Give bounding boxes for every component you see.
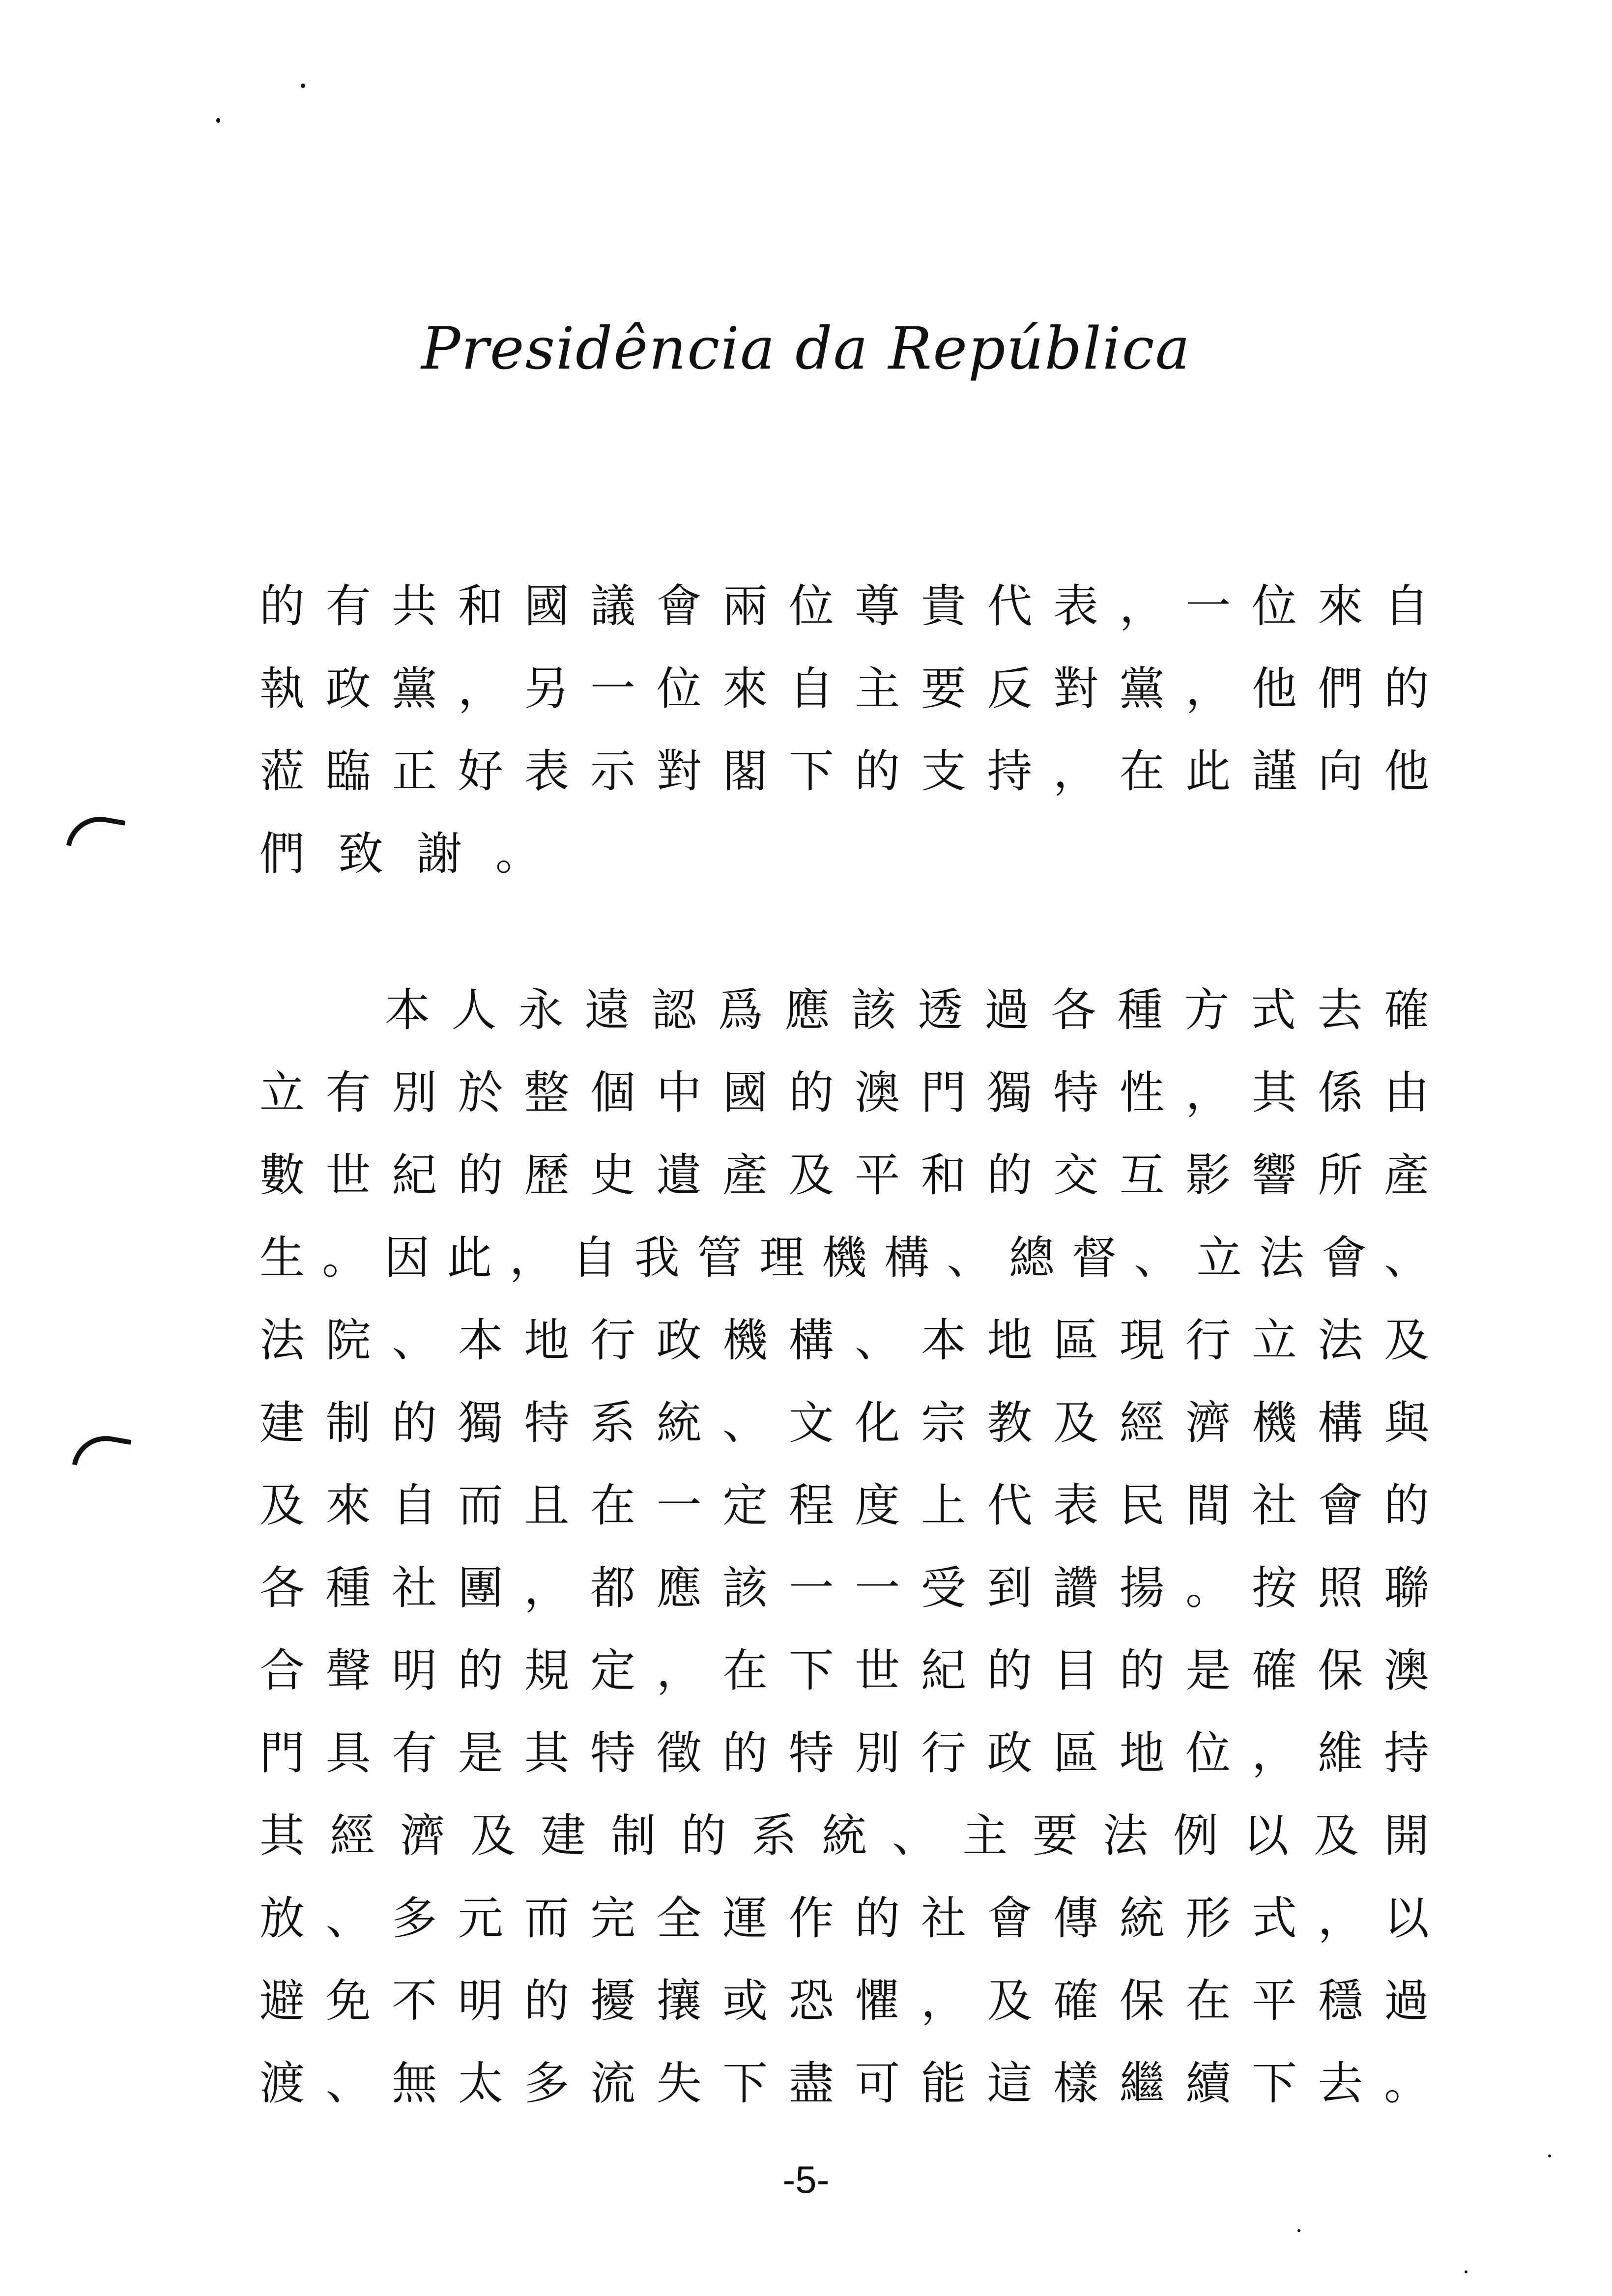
text-line: 及 來 自 而 且 在 一 定 程 度 上 代 表 民 間 社 會 的	[259, 1479, 1429, 1532]
margin-punch-mark	[72, 1431, 131, 1474]
margin-punch-mark	[66, 811, 125, 855]
text-line: 法 院 、 本 地 行 政 機 構 、 本 地 區 現 行 立 法 及	[259, 1314, 1429, 1367]
text-line: 本 人 永 遠 認 爲 應 該 透 過 各 種 方 式 去 確	[385, 984, 1429, 1036]
paragraph	[259, 565, 1429, 895]
text-line: 各 種 社 團 ， 都 應 該 一 一 受 到 讚 揚 。 按 照 聯	[259, 1562, 1429, 1614]
body-text	[259, 565, 1429, 2125]
text-line: 執 政 黨 ， 另 一 位 來 自 主 要 反 對 黨 ， 他 們 的	[259, 662, 1429, 715]
text-line: 們致謝。	[259, 828, 575, 880]
text-line: 立 有 別 於 整 個 中 國 的 澳 門 獨 特 性 ， 其 係 由	[259, 1066, 1429, 1119]
letterhead-title: Presidência da República	[421, 315, 1191, 382]
text-line: 的 有 共 和 國 議 會 兩 位 尊 貴 代 表 ， 一 位 來 自	[259, 580, 1429, 632]
text-line: 避 免 不 明 的 擾 攘 或 恐 懼 ， 及 確 保 在 平 穩 過	[259, 1975, 1429, 2027]
text-line: 放 、 多 元 而 完 全 運 作 的 社 會 傳 統 形 式 ， 以	[259, 1892, 1429, 1945]
page-number: -5-	[782, 2158, 830, 2201]
text-line: 其 經 濟 及 建 制 的 系 統 、 主 要 法 例 以 及 開	[259, 1809, 1429, 1862]
text-line: 建 制 的 獨 特 系 統 、 文 化 宗 教 及 經 濟 機 構 與	[259, 1397, 1429, 1449]
text-line: 渡 、 無 太 多 流 失 下 盡 可 能 這 樣 繼 續 下 去 。	[259, 2057, 1429, 2110]
text-line: 合 聲 明 的 規 定 ， 在 下 世 紀 的 目 的 是 確 保 澳	[259, 1644, 1429, 1697]
scan-speck	[216, 118, 220, 123]
scan-speck	[301, 84, 305, 88]
scan-speck	[1297, 2229, 1300, 2232]
text-line: 數 世 紀 的 歷 史 遺 產 及 平 和 的 交 互 影 響 所 產	[259, 1149, 1429, 1202]
text-line: 生 。 因 此 ， 自 我 管 理 機 構 、 總 督 、 立 法 會 、	[259, 1232, 1430, 1284]
scan-speck	[1465, 2270, 1468, 2273]
paragraph	[259, 969, 1429, 2125]
text-line: 門 具 有 是 其 特 徵 的 特 別 行 政 區 地 位 ， 維 持	[259, 1727, 1429, 1779]
text-line: 蒞 臨 正 好 表 示 對 閣 下 的 支 持 ， 在 此 謹 向 他	[259, 745, 1429, 798]
